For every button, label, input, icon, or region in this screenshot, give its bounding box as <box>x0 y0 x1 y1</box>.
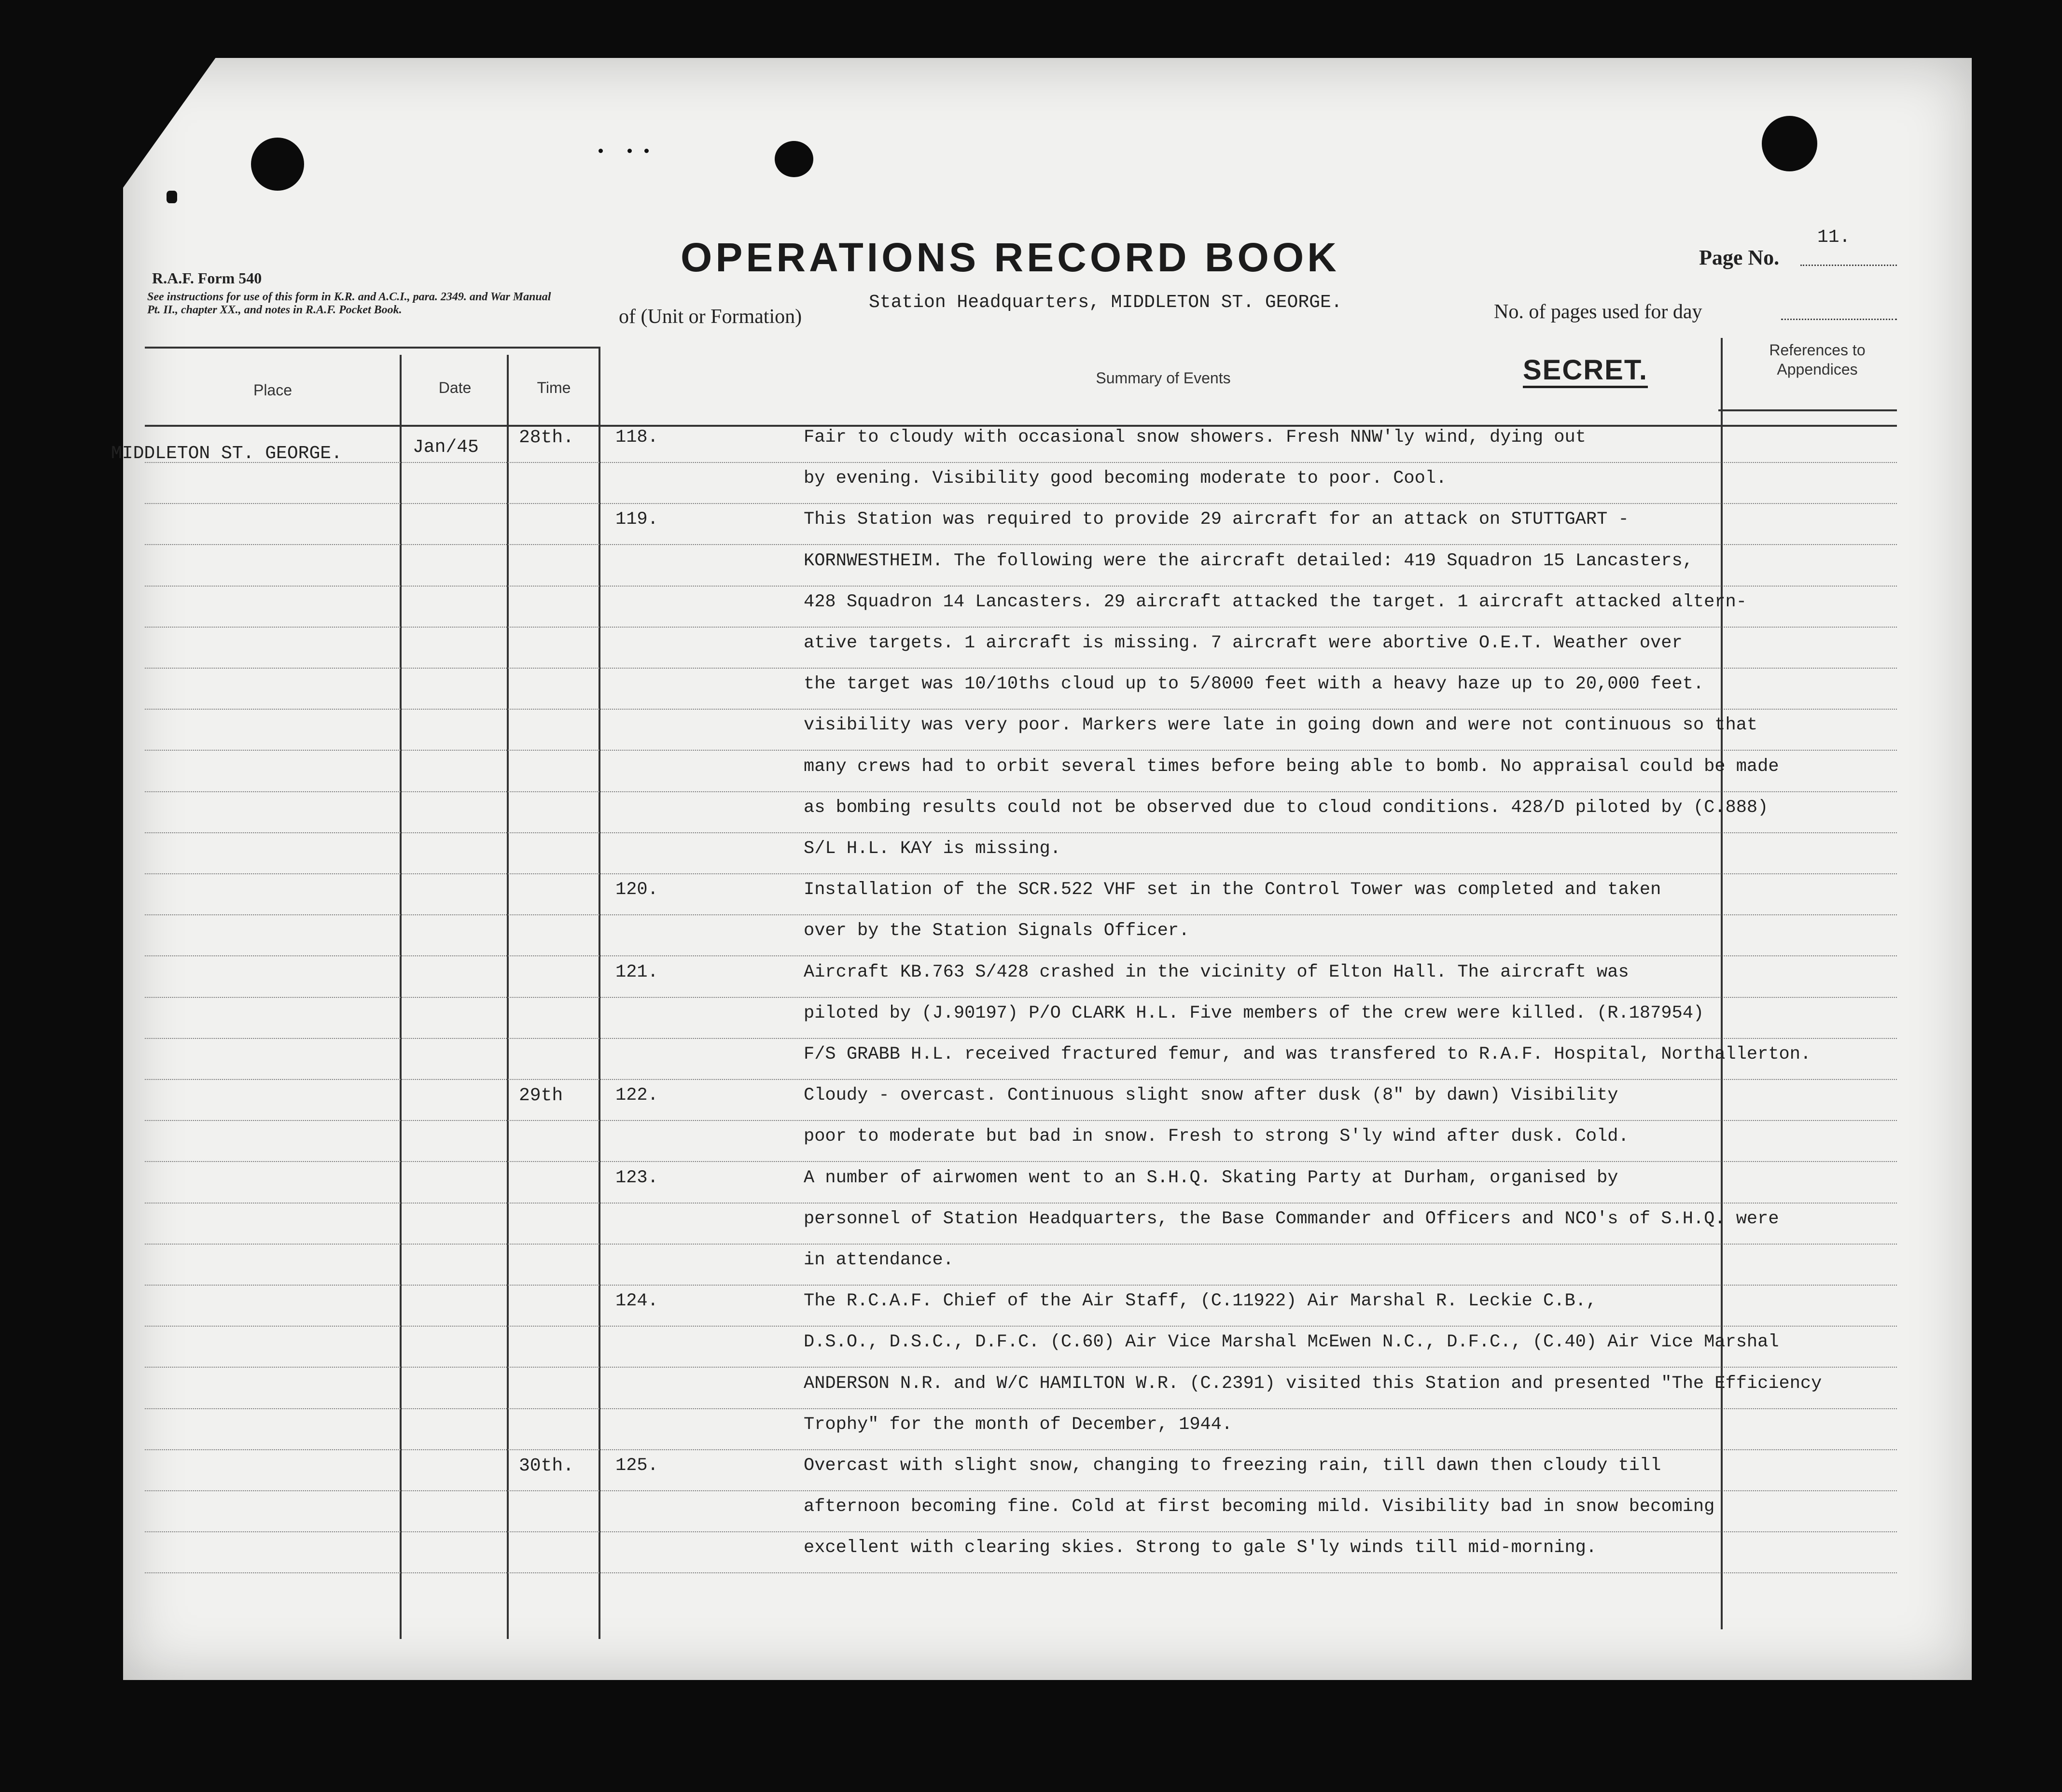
summary-line <box>615 1168 1618 1188</box>
ruled-line <box>145 955 1897 956</box>
ruled-line <box>145 1408 1897 1409</box>
page-number-dotline <box>1800 265 1897 266</box>
ruled-line <box>145 668 1897 669</box>
form-name: R.A.F. Form 540 <box>152 269 262 287</box>
punch-hole-left <box>251 138 304 191</box>
unit-label: of (Unit or Formation) <box>619 306 802 328</box>
ruled-line <box>145 791 1897 792</box>
column-header-time: Time <box>537 379 571 396</box>
summary-text: visibility was very poor. Markers were late in going down and were not continuous so that <box>804 715 1758 736</box>
summary-line <box>615 1414 1232 1435</box>
entry-time: 30th. <box>519 1456 574 1476</box>
pages-used-dotline <box>1781 319 1897 320</box>
table-top-rule-right <box>1718 409 1897 411</box>
summary-line <box>615 880 1661 900</box>
summary-text: Cloudy - overcast. Continuous slight snow after dusk (8" by dawn) Visibility <box>804 1085 1618 1106</box>
ruled-line <box>145 1120 1897 1121</box>
summary-line <box>615 1456 1661 1476</box>
summary-line <box>615 962 1629 982</box>
summary-line <box>615 1085 1618 1106</box>
ink-speck <box>627 149 632 153</box>
summary-text: 428 Squadron 14 Lancasters. 29 aircraft attacked the target. 1 aircraft attacked altern- <box>804 591 1747 612</box>
ruled-line <box>145 832 1897 833</box>
ruled-line <box>145 750 1897 751</box>
summary-line <box>615 1209 1779 1229</box>
summary-text: D.S.O., D.S.C., D.F.C. (C.60) Air Vice Marshal McEwen N.C., D.F.C., (C.40) Air Vice Marshal <box>804 1332 1779 1353</box>
ruled-line <box>145 997 1897 998</box>
summary-line <box>615 1044 1811 1064</box>
summary-text: in attendance. <box>804 1250 954 1270</box>
ruled-line <box>145 914 1897 915</box>
summary-line <box>615 592 1747 612</box>
summary-text: piloted by (J.90197) P/O CLARK H.L. Five members of the crew were killed. (R.187954) <box>804 1003 1704 1023</box>
ruled-line <box>145 544 1897 545</box>
classification-stamp: SECRET. <box>1523 355 1648 388</box>
summary-line <box>615 1373 1822 1394</box>
ruled-line <box>145 1367 1897 1368</box>
page-number-value: 11. <box>1817 227 1851 248</box>
column-header-place: Place <box>253 381 293 399</box>
summary-line <box>615 468 1447 489</box>
summary-text: excellent with clearing skies. Strong to gale S'ly winds till mid-morning. <box>804 1538 1597 1558</box>
summary-text: Overcast with slight snow, changing to freezing rain, till dawn then cloudy till <box>804 1456 1661 1476</box>
entry-number: 118. <box>615 427 658 448</box>
summary-text: poor to moderate but bad in snow. Fresh to strong S'ly wind after dusk. Cold. <box>804 1126 1629 1147</box>
ruled-line <box>145 1572 1897 1573</box>
summary-line <box>615 756 1779 777</box>
entry-place: MIDDLETON ST. GEORGE. <box>111 443 342 464</box>
summary-text: many crews had to orbit several times before being able to bomb. No appraisal could be made <box>804 756 1779 777</box>
entry-number: 119. <box>615 509 658 530</box>
ruled-line <box>145 1203 1897 1204</box>
summary-line <box>615 633 1683 653</box>
ink-speck <box>644 149 649 153</box>
summary-line <box>615 1126 1629 1147</box>
summary-line <box>615 1332 1779 1352</box>
entry-time: 28th. <box>519 427 574 448</box>
summary-line <box>615 674 1704 694</box>
page-number-label: Page No. <box>1699 246 1780 269</box>
ruled-line <box>145 709 1897 710</box>
entry-number: 125. <box>615 1456 658 1476</box>
summary-line <box>615 921 1189 941</box>
summary-line <box>615 427 1586 448</box>
column-header-summary: Summary of Events <box>1096 369 1231 387</box>
summary-text: afternoon becoming fine. Cold at first becoming mild. Visibility bad in snow becoming <box>804 1497 1715 1517</box>
summary-text: ANDERSON N.R. and W/C HAMILTON W.R. (C.2391) visited this Station and presented "The Efficiency <box>804 1373 1822 1394</box>
summary-line <box>615 839 1061 859</box>
ruled-line <box>145 586 1897 587</box>
summary-text: This Station was required to provide 29 aircraft for an attack on STUTTGART - <box>804 509 1629 530</box>
summary-text: F/S GRABB H.L. received fractured femur, and was transfered to R.A.F. Hospital, Northallerton. <box>804 1044 1811 1064</box>
entry-number: 121. <box>615 962 658 982</box>
ruled-line <box>145 1449 1897 1450</box>
summary-text: over by the Station Signals Officer. <box>804 921 1190 941</box>
table-header-rule <box>145 425 1897 427</box>
column-header-date: Date <box>438 379 472 396</box>
summary-text: personnel of Station Headquarters, the Base Commander and Officers and NCO's of S.H.Q. were <box>804 1208 1779 1229</box>
summary-line <box>615 1538 1597 1558</box>
summary-line <box>615 1291 1597 1311</box>
column-divider-summary <box>1721 338 1723 1629</box>
entry-number: 120. <box>615 880 658 900</box>
entry-time: 29th <box>519 1085 563 1106</box>
punch-hole-center <box>775 141 813 177</box>
ruled-line <box>145 1161 1897 1162</box>
ruled-line <box>145 1531 1897 1532</box>
summary-text: ative targets. 1 aircraft is missing. 7 aircraft were abortive O.E.T. Weather over <box>804 633 1683 653</box>
column-divider-time <box>599 347 600 1639</box>
summary-text: the target was 10/10ths cloud up to 5/8000 feet with a heavy haze up to 20,000 feet. <box>804 674 1704 695</box>
summary-line <box>615 798 1768 818</box>
summary-text: Installation of the SCR.522 VHF set in the Control Tower was completed and taken <box>804 880 1661 900</box>
ruled-line <box>145 627 1897 628</box>
summary-line <box>615 509 1629 530</box>
ruled-line <box>145 1285 1897 1286</box>
entry-number: 124. <box>615 1291 658 1312</box>
summary-line <box>615 551 1693 571</box>
ruled-line <box>145 873 1897 874</box>
pages-used-label: No. of pages used for day <box>1494 301 1702 323</box>
summary-text: S/L H.L. KAY is missing. <box>804 839 1061 859</box>
summary-text: Fair to cloudy with occasional snow showers. Fresh NNW'ly wind, dying out <box>804 427 1586 448</box>
ruled-line <box>145 1326 1897 1327</box>
summary-text: as bombing results could not be observed due to cloud conditions. 428/D piloted by (C.888) <box>804 797 1769 818</box>
ruled-line <box>145 1490 1897 1491</box>
column-header-references: References to Appendices <box>1769 341 1866 378</box>
form-title: OPERATIONS RECORD BOOK <box>681 235 1340 280</box>
ink-speck <box>599 149 603 153</box>
summary-line <box>615 715 1757 735</box>
punch-hole-right <box>1762 116 1817 171</box>
summary-line <box>615 1497 1714 1517</box>
ink-speck <box>167 191 177 203</box>
ruled-line <box>145 1244 1897 1245</box>
summary-line <box>615 1250 954 1270</box>
entry-date: Jan/45 <box>413 437 479 458</box>
summary-text: The R.C.A.F. Chief of the Air Staff, (C.11922) Air Marshal R. Leckie C.B., <box>804 1291 1597 1312</box>
summary-text: by evening. Visibility good becoming moderate to poor. Cool. <box>804 468 1447 489</box>
table-top-rule <box>145 347 599 349</box>
entry-number: 123. <box>615 1167 658 1188</box>
entry-number: 122. <box>615 1085 658 1106</box>
ruled-line <box>145 1079 1897 1080</box>
form-instructions: See instructions for use of this form in K.R. and A.C.I., para. 2349. and War Manual Pt. II., chapter XX., and notes in R.A.F. Pocket Book. <box>147 291 551 316</box>
unit-value: Station Headquarters, MIDDLETON ST. GEORGE. <box>869 292 1342 313</box>
summary-text: Aircraft KB.763 S/428 crashed in the vicinity of Elton Hall. The aircraft was <box>804 962 1629 982</box>
summary-text: Trophy" for the month of December, 1944. <box>804 1414 1233 1435</box>
ruled-line <box>145 462 1897 463</box>
ruled-line <box>145 503 1897 504</box>
summary-text: KORNWESTHEIM. The following were the aircraft detailed: 419 Squadron 15 Lancasters, <box>804 550 1693 571</box>
ruled-line <box>145 1038 1897 1039</box>
summary-line <box>615 1003 1704 1023</box>
summary-text: A number of airwomen went to an S.H.Q. Skating Party at Durham, organised by <box>804 1167 1618 1188</box>
